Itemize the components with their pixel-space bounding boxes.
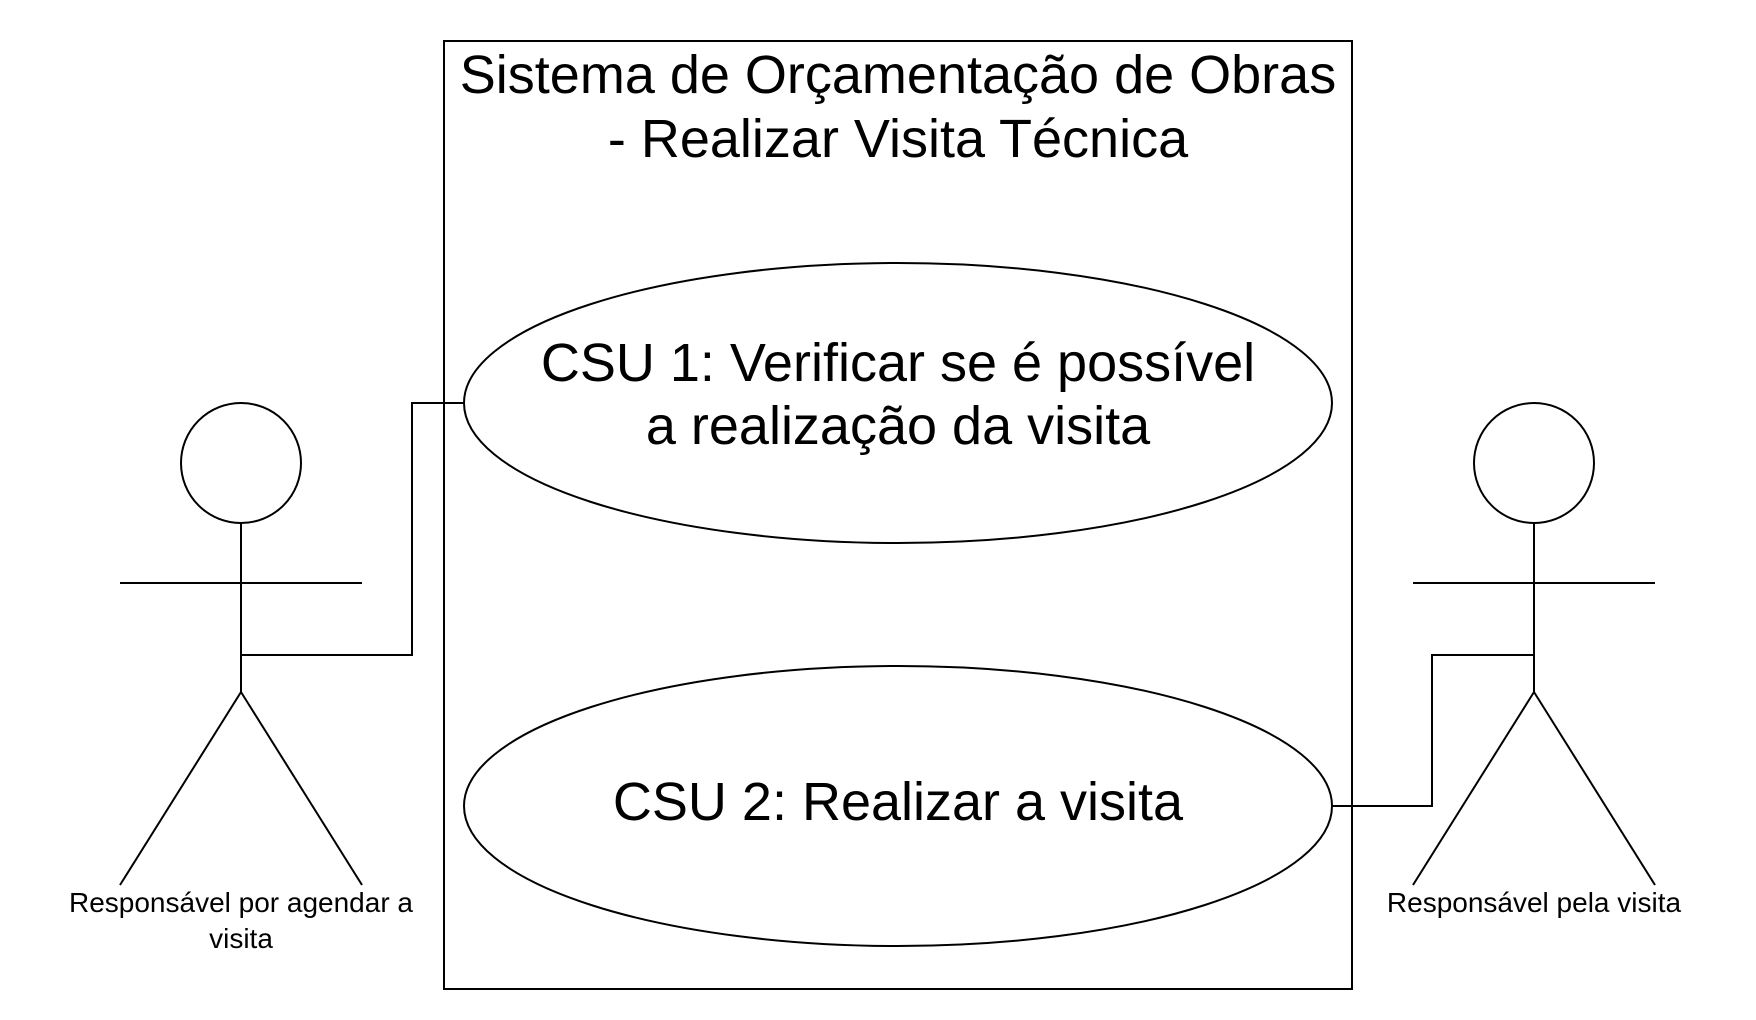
actor-scheduler-left-leg bbox=[120, 692, 241, 885]
actor-scheduler-head bbox=[181, 403, 301, 523]
system-title-line-2: - Realizar Visita Técnica bbox=[607, 109, 1189, 169]
system-boundary bbox=[444, 41, 1352, 989]
actor-scheduler-label-line-1: Responsável por agendar a bbox=[68, 887, 414, 918]
actor-visitor-label: Responsável pela visita bbox=[1386, 887, 1682, 918]
use-case-csu-1[interactable] bbox=[464, 263, 1332, 543]
system-boundary-box bbox=[444, 41, 1352, 989]
association-scheduler-csu-1[interactable] bbox=[241, 403, 464, 655]
use-case-csu-2-label: CSU 2: Realizar a visita bbox=[612, 772, 1184, 832]
actor-scheduler[interactable] bbox=[69, 403, 413, 954]
use-case-csu-1-label-line-1: CSU 1: Verificar se é possível bbox=[540, 333, 1256, 393]
actor-visitor-right-leg bbox=[1534, 692, 1655, 885]
use-case-csu-2[interactable] bbox=[464, 666, 1332, 946]
actor-visitor-head bbox=[1474, 403, 1594, 523]
actor-scheduler-right-leg bbox=[241, 692, 362, 885]
association-visitor-csu-2[interactable] bbox=[1332, 655, 1534, 806]
actor-scheduler-label-line-2: visita bbox=[209, 923, 273, 954]
use-case-csu-1-label-line-2: a realização da visita bbox=[645, 396, 1151, 456]
system-title-line-1: Sistema de Orçamentação de Obras bbox=[459, 45, 1337, 105]
